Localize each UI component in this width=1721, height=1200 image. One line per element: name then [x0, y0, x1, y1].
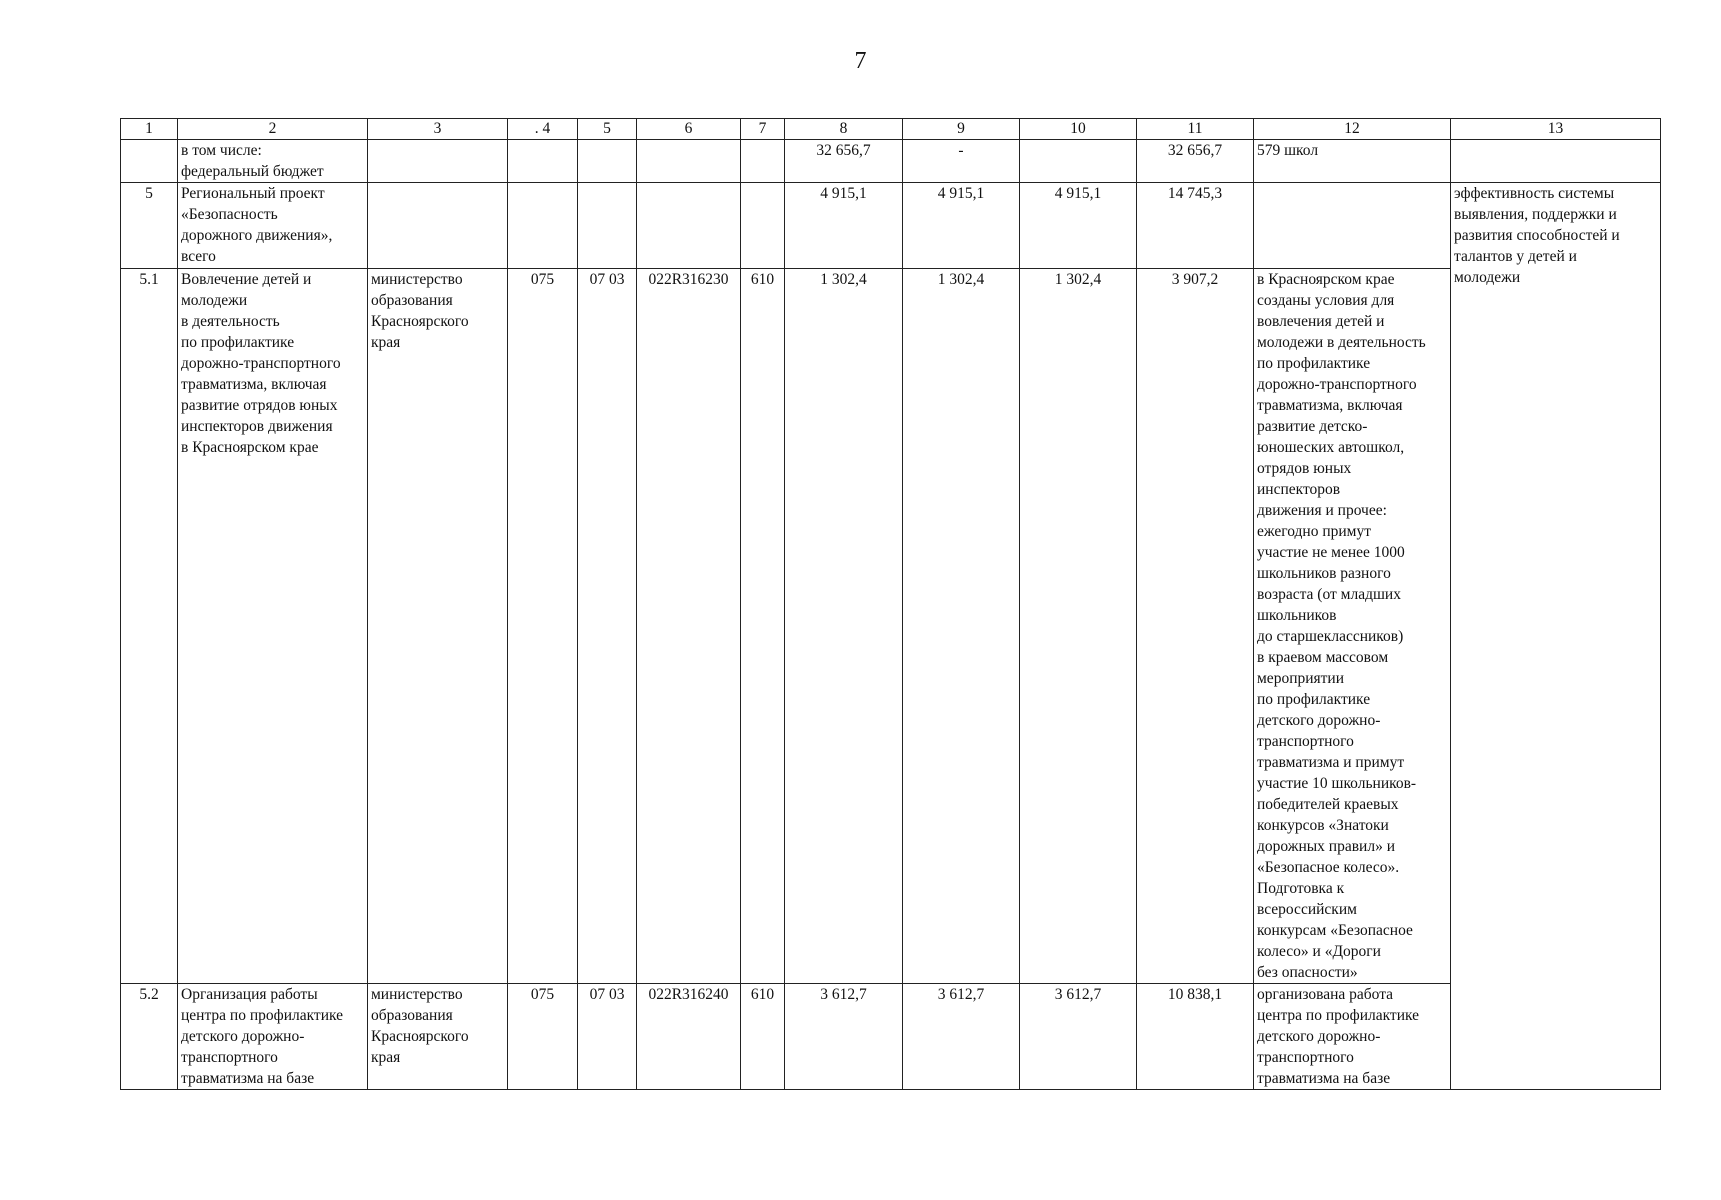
table-row — [121, 183, 1661, 269]
header-cell: 1 — [121, 119, 178, 140]
row-name: Вовлечение детей и молодежи в деятельность по профилактике дорожно-транспортного травматизма, включая развитие отрядов юных инспекторов движения в Красноярском крае — [178, 269, 368, 984]
code-5 — [578, 140, 637, 183]
row-executor: министерство образования Красноярского края — [368, 984, 508, 1090]
code-7: 610 — [741, 984, 785, 1090]
table-row — [121, 140, 1661, 183]
value-8: 4 915,1 — [785, 183, 903, 269]
row-name: Региональный проект «Безопасность дорожного движения», всего — [178, 183, 368, 269]
code-4: 075 — [508, 984, 578, 1090]
row-number: 5.1 — [121, 269, 178, 984]
value-10 — [1020, 140, 1137, 183]
header-cell: 10 — [1020, 119, 1137, 140]
header-cell: 5 — [578, 119, 637, 140]
row-result: 579 школ — [1254, 140, 1451, 183]
value-8: 1 302,4 — [785, 269, 903, 984]
value-10: 1 302,4 — [1020, 269, 1137, 984]
header-cell: 12 — [1254, 119, 1451, 140]
table-row — [121, 269, 1661, 984]
row-executor — [368, 183, 508, 269]
value-9: 1 302,4 — [903, 269, 1020, 984]
row-indicator — [1451, 140, 1661, 183]
header-cell: 7 — [741, 119, 785, 140]
code-7 — [741, 183, 785, 269]
code-4: 075 — [508, 269, 578, 984]
value-11: 3 907,2 — [1137, 269, 1254, 984]
header-cell: 9 — [903, 119, 1020, 140]
code-6: 022R316240 — [637, 984, 741, 1090]
value-9: - — [903, 140, 1020, 183]
code-5: 07 03 — [578, 269, 637, 984]
code-7: 610 — [741, 269, 785, 984]
header-cell: 13 — [1451, 119, 1661, 140]
row-executor — [368, 140, 508, 183]
code-4 — [508, 140, 578, 183]
code-5 — [578, 183, 637, 269]
header-cell: 3 — [368, 119, 508, 140]
page-number: 7 — [854, 48, 867, 74]
row-executor: министерство образования Красноярского края — [368, 269, 508, 984]
value-10: 3 612,7 — [1020, 984, 1137, 1090]
value-11: 32 656,7 — [1137, 140, 1254, 183]
row-result: в Красноярском крае созданы условия для вовлечения детей и молодежи в деятельность по профилактике дорожно-транспортного травматизма, включая развитие детско- юношеских автошкол, отрядов юных инспекторов движения и прочее: ежегодно примут участие не менее 1000 школьников разного возраста (от младших школьников до старшеклассников) в краевом массовом мероприятии по профилактике детского дорожно- транспортного травматизма и примут участие 10 школьников- победителей краевых конкурсов «Знатоки дорожных правил» и «Безопасное колесо». Подготовка к всероссийским конкурсам «Безопасное колесо» и «Дороги без опасности» — [1254, 269, 1451, 984]
code-6 — [637, 183, 741, 269]
header-cell: 6 — [637, 119, 741, 140]
value-8: 3 612,7 — [785, 984, 903, 1090]
table-row — [121, 984, 1661, 1090]
header-cell: . 4 — [508, 119, 578, 140]
row-number: 5.2 — [121, 984, 178, 1090]
code-4 — [508, 183, 578, 269]
code-7 — [741, 140, 785, 183]
value-9: 3 612,7 — [903, 984, 1020, 1090]
row-number: 5 — [121, 183, 178, 269]
row-name: в том числе: федеральный бюджет — [178, 140, 368, 183]
value-9: 4 915,1 — [903, 183, 1020, 269]
row-number — [121, 140, 178, 183]
table-header-row — [121, 119, 1661, 140]
code-6 — [637, 140, 741, 183]
row-result: организована работа центра по профилактике детского дорожно- транспортного травматизма на базе — [1254, 984, 1451, 1090]
row-result — [1254, 183, 1451, 269]
value-11: 14 745,3 — [1137, 183, 1254, 269]
value-10: 4 915,1 — [1020, 183, 1137, 269]
value-11: 10 838,1 — [1137, 984, 1254, 1090]
header-cell: 8 — [785, 119, 903, 140]
value-8: 32 656,7 — [785, 140, 903, 183]
budget-table — [120, 118, 1661, 1090]
header-cell: 2 — [178, 119, 368, 140]
code-5: 07 03 — [578, 984, 637, 1090]
header-cell: 11 — [1137, 119, 1254, 140]
row-indicator: эффективность системы выявления, поддержки и развития способностей и талантов у детей и молодежи — [1451, 183, 1661, 1090]
code-6: 022R316230 — [637, 269, 741, 984]
row-name: Организация работы центра по профилактике детского дорожно- транспортного травматизма на базе — [178, 984, 368, 1090]
